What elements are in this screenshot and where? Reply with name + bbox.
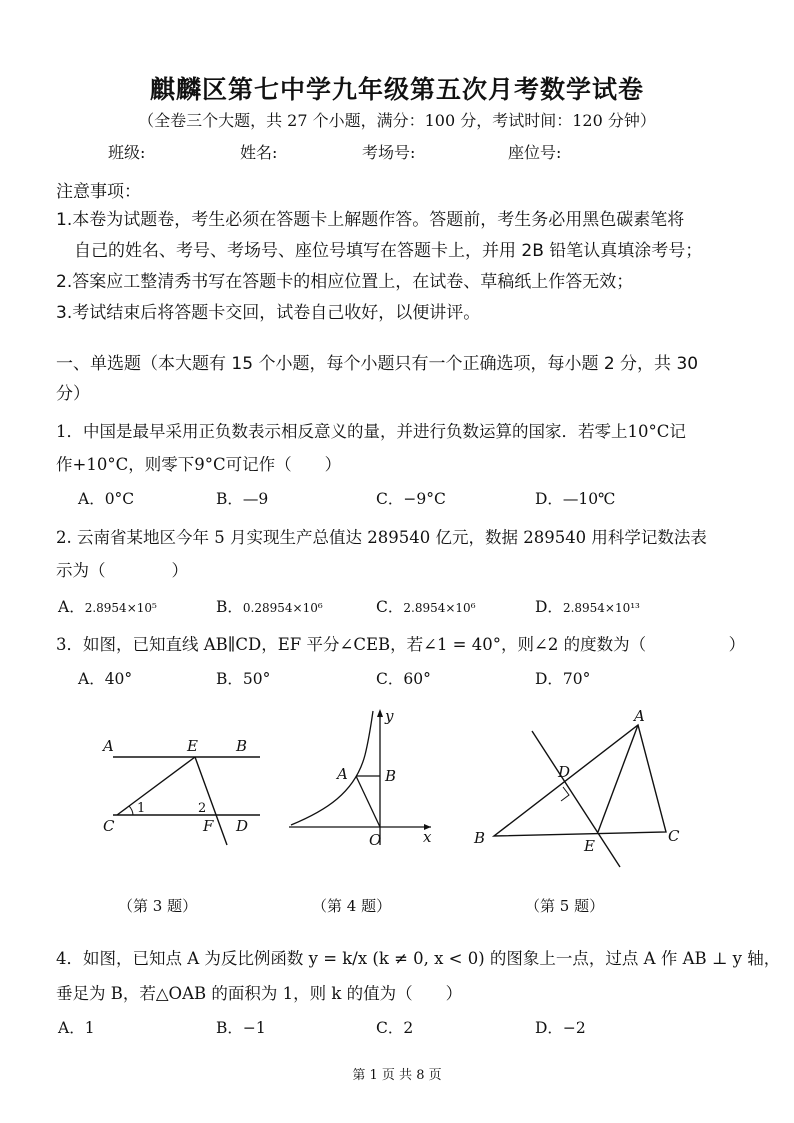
q2-option-b: B．0.28954×10⁶ xyxy=(216,598,323,616)
figure-q4 xyxy=(285,705,445,850)
q4-option-a: A．1 xyxy=(58,1019,95,1037)
label-e: E xyxy=(187,737,198,755)
q2-stem: 2. 云南省某地区今年 5 月实现生产总值达 289540 亿元，数据 289540 用科学记数法表 xyxy=(56,528,707,547)
label-x: x xyxy=(423,828,432,846)
notice-item-2: 2.答案应工整清秀书写在答题卡的相应位置上，在试卷、草稿纸上作答无效； xyxy=(56,272,634,292)
label-y: y xyxy=(385,707,394,725)
q4-option-c: C．2 xyxy=(376,1019,414,1037)
q4-stem: 4．如图，已知点 A 为反比例函数 y = k/x (k ≠ 0, x < 0) 的图象上一点，过点 A 作 AB ⊥ y 轴， xyxy=(56,949,781,968)
triangle-abc xyxy=(494,725,666,836)
notice-heading: 注意事项： xyxy=(56,182,141,202)
q1-stem: 1．中国是最早采用正负数表示相反意义的量，并进行负数运算的国家．若零上10°C记 xyxy=(56,422,686,441)
q2-stem-cont: 示为（ ） xyxy=(56,561,188,580)
section-heading-cont: 分） xyxy=(56,384,90,404)
caption-q3: （第 3 题） xyxy=(118,897,198,915)
angle-2-label: 2 xyxy=(198,801,207,816)
perpendicular-bisector xyxy=(532,731,620,867)
label-a: A xyxy=(103,737,114,755)
notice-item-1: 1.本卷为试题卷，考生必须在答题卡上解题作答。答题前，考生务必用黑色碳素笔将 xyxy=(56,210,685,230)
page-footer: 第 1 页 共 8 页 xyxy=(352,1068,442,1083)
q3-option-b: B．50° xyxy=(216,670,271,688)
q3-option-c: C．60° xyxy=(376,670,431,688)
label-b: B xyxy=(236,737,248,755)
label-d: D xyxy=(558,763,571,781)
room-field: 考场号: xyxy=(362,143,416,162)
class-field: 班级: xyxy=(108,143,146,162)
hyperbola-curve xyxy=(291,711,373,825)
label-c: C xyxy=(668,827,680,845)
figure-q5 xyxy=(470,705,690,870)
q4-stem-cont: 垂足为 B，若△OAB 的面积为 1，则 k 的值为（ ） xyxy=(56,984,463,1003)
q1-option-d: D．—10℃ xyxy=(535,490,616,508)
label-d: D xyxy=(236,817,249,835)
q2-option-a: A．2.8954×10⁵ xyxy=(58,598,157,616)
label-e: E xyxy=(584,837,595,855)
q3-option-d: D．70° xyxy=(535,670,591,688)
label-b: B xyxy=(474,829,486,847)
right-angle-mark xyxy=(561,787,569,801)
label-c: C xyxy=(103,817,115,835)
name-field: 姓名: xyxy=(240,143,278,162)
angle-1-arc xyxy=(129,806,133,815)
q1-stem-cont: 作+10°C，则零下9°C可记作（ ） xyxy=(56,455,342,474)
label-a: A xyxy=(634,707,645,725)
q1-option-b: B．—9 xyxy=(216,490,269,508)
q4-option-d: D．−2 xyxy=(535,1019,586,1037)
caption-q4: （第 4 题） xyxy=(312,897,392,915)
q1-option-c: C．−9°C xyxy=(376,490,446,508)
seat-field: 座位号: xyxy=(508,143,562,162)
label-a: A xyxy=(337,765,348,783)
q1-option-a: A．0°C xyxy=(78,490,135,508)
section-heading: 一、单选题（本大题有 15 个小题，每个小题只有一个正确选项，每小题 2 分，共 30 xyxy=(56,354,699,374)
q3-option-a: A．40° xyxy=(78,670,133,688)
label-b: B xyxy=(385,767,397,785)
segment-ao xyxy=(356,776,380,827)
q2-option-c: C．2.8954×10⁶ xyxy=(376,598,476,616)
notice-item-1-cont: 自己的姓名、考号、考场号、座位号填写在答题卡上，并用 2B 铅笔认真填涂考号； xyxy=(74,241,703,261)
exam-info: （全卷三个大题，共 27 个小题，满分：100 分，考试时间：120 分钟） xyxy=(138,111,656,130)
q4-option-b: B．−1 xyxy=(216,1019,266,1037)
label-o: O xyxy=(369,831,382,849)
q3-stem: 3．如图，已知直线 AB∥CD，EF 平分∠CEB，若∠1 = 40°，则∠2 的度数为（ ） xyxy=(56,635,746,654)
y-axis-arrow xyxy=(377,709,383,717)
page-title: 麒麟区第七中学九年级第五次月考数学试卷 xyxy=(149,75,644,104)
caption-q5: （第 5 题） xyxy=(525,897,605,915)
figure-q3 xyxy=(95,730,265,850)
angle-1-label: 1 xyxy=(137,801,146,816)
label-f: F xyxy=(203,817,214,835)
notice-item-3: 3.考试结束后将答题卡交回，试卷自己收好，以便讲评。 xyxy=(56,303,481,323)
q2-option-d: D．2.8954×10¹³ xyxy=(535,598,640,616)
